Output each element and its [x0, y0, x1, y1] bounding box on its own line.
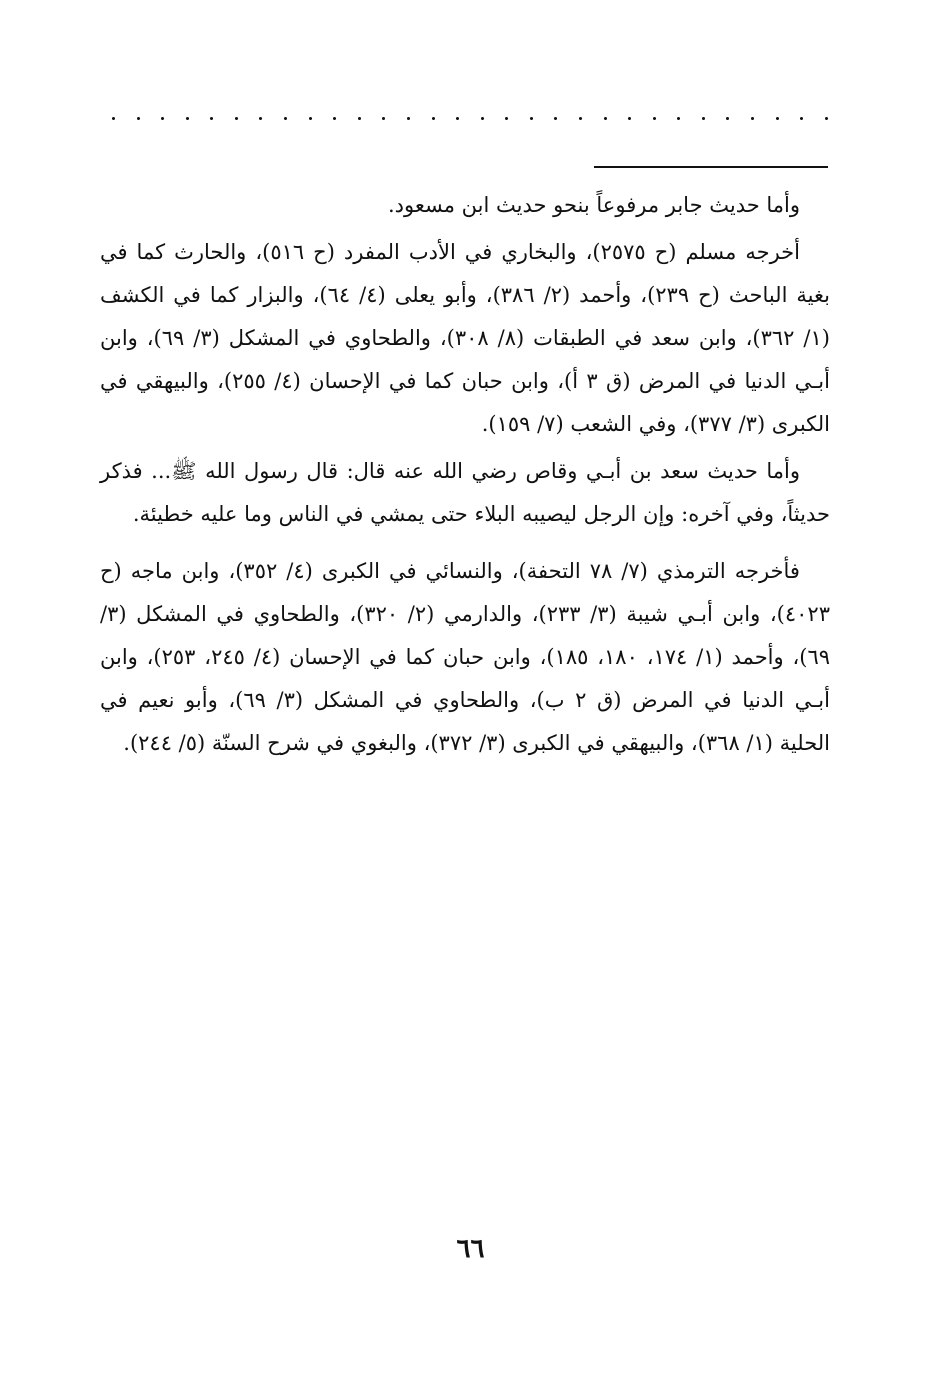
footnote-rule	[594, 166, 828, 168]
separator-dot	[259, 117, 262, 120]
separator-dot	[825, 117, 828, 120]
paragraph-saad: وأما حديث سعد بن أبـي وقاص رضي الله عنه قال: قال رسول الله ﷺ... فذكر حديثاً، وفي آخره: وإن الرجل ليصيبه البلاء حتى يمشي في الناس وما عليه خطيئة.	[100, 459, 830, 526]
separator-dot	[800, 117, 803, 120]
separator-dot	[333, 117, 336, 120]
separator-dot	[677, 117, 680, 120]
separator-dot	[628, 117, 631, 120]
separator-dot	[407, 117, 410, 120]
separator-dot	[456, 117, 459, 120]
separator-dot	[137, 117, 140, 120]
separator-dot	[161, 117, 164, 120]
separator-dot	[432, 117, 435, 120]
separator-dot	[186, 117, 189, 120]
paragraph-jabir-sources: أخرجه مسلم (ح ٢٥٧٥)، والبخاري في الأدب المفرد (ح ٥١٦)، والحارث كما في بغية الباحث (ح ٢٣٩)، وأحمد (٢/ ٣٨٦)، وأبو يعلى (٤/ ٦٤)، والبزار كما في الكشف (١/ ٣٦٢)، وابن سعد في الطبقات (٨/ ٣٠٨)، والطحاوي في المشكل (٣/ ٦٩)، وابن أبـي الدنيا في المرض (ق ٣ أ)، وابن حبان كما في الإحسان (٤/ ٢٥٥)، والبيهقي في الكبرى (٣/ ٣٧٧)، وفي الشعب (٧/ ١٥٩).	[100, 240, 830, 436]
separator-dot	[235, 117, 238, 120]
separator-dot	[653, 117, 656, 120]
separator-dot	[481, 117, 484, 120]
separator-dot	[112, 117, 115, 120]
separator-dot	[210, 117, 213, 120]
separator-dot	[702, 117, 705, 120]
separator-dot	[579, 117, 582, 120]
paragraph-jabir: وأما حديث جابر مرفوعاً بنحو حديث ابن مسعود.	[388, 193, 800, 217]
separator-dot	[726, 117, 729, 120]
paragraph-saad-sources: فأخرجه الترمذي (٧/ ٧٨ التحفة)، والنسائي في الكبرى (٤/ ٣٥٢)، وابن ماجه (ح ٤٠٢٣)، وابن أبـي شيبة (٣/ ٢٣٣)، والدارمي (٢/ ٣٢٠)، والطحاوي في المشكل (٣/ ٦٩)، وأحمد (١/ ١٧٤، ١٨٠، ١٨٥)، وابن حبان كما في الإحسان (٤/ ٢٤٥، ٢٥٣)، وابن أبـي الدنيا في المرض (ق ٢ ب)، والطحاوي في المشكل (٣/ ٦٩)، وأبو نعيم في الحلية (١/ ٣٦٨)، والبيهقي في الكبرى (٣/ ٣٧٢)، والبغوي في شرح السنّة (٥/ ٢٤٤).	[100, 559, 831, 755]
separator-dot	[554, 117, 557, 120]
separator-dot	[284, 117, 287, 120]
dotted-separator	[112, 108, 828, 128]
separator-dot	[382, 117, 385, 120]
separator-dot	[751, 117, 754, 120]
separator-dot	[505, 117, 508, 120]
footnote-text	[100, 184, 830, 765]
separator-dot	[358, 117, 361, 120]
separator-dot	[530, 117, 533, 120]
separator-dot	[309, 117, 312, 120]
page-number: ٦٦	[456, 1234, 485, 1264]
separator-dot	[604, 117, 607, 120]
separator-dot	[776, 117, 779, 120]
